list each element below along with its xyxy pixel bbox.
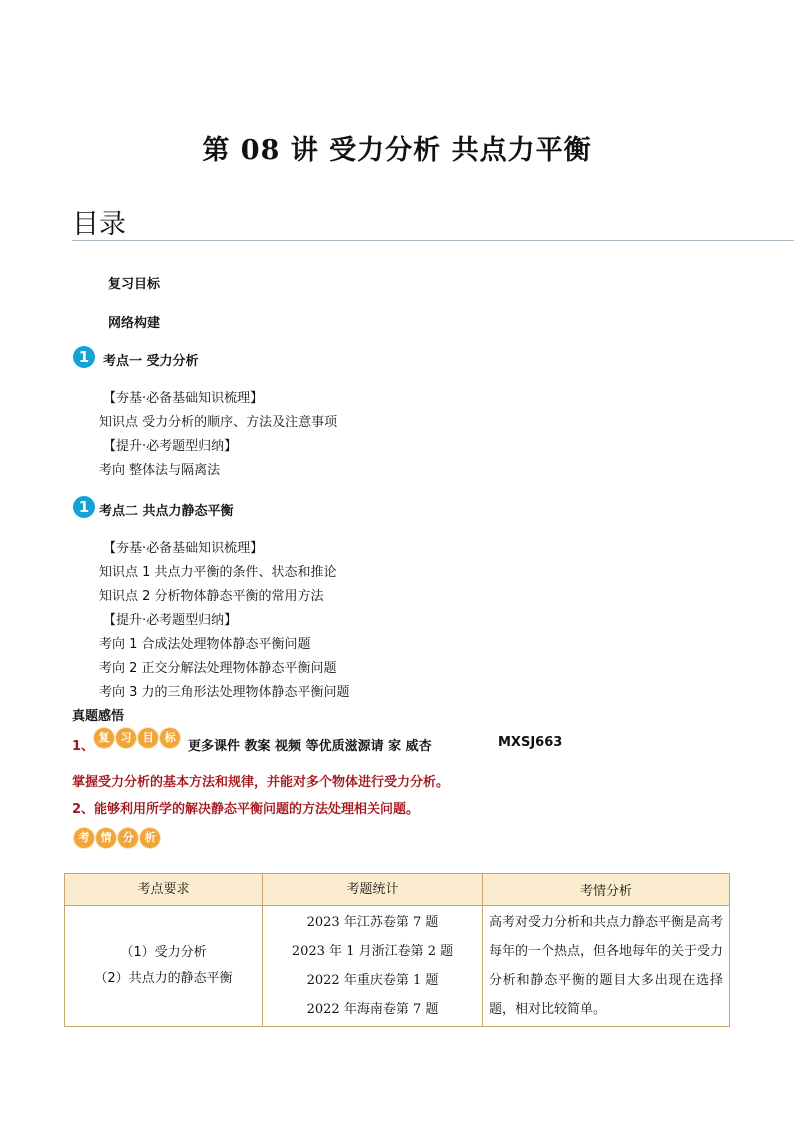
toc-item-review-goal[interactable]: 复习目标 bbox=[108, 277, 161, 292]
exam-analysis-badge bbox=[74, 826, 157, 848]
toc-item-point1-direction[interactable]: 考向 整体法与隔离法 bbox=[99, 463, 221, 478]
number-one-icon: 1 bbox=[73, 346, 95, 368]
review-goal-2: 2、能够利用所学的解决静态平衡问题的方法处理相关问题。 bbox=[72, 802, 420, 817]
table-row bbox=[65, 906, 730, 1027]
table-header-requirements: 考点要求 bbox=[65, 874, 263, 906]
table-header-analysis: 考情分析 bbox=[483, 874, 730, 906]
watermark-code: MXSJ663 bbox=[498, 735, 563, 750]
toc-item-point2-knowledge2[interactable]: 知识点 2 分析物体静态平衡的常用方法 bbox=[99, 589, 324, 604]
toc-item-point2[interactable]: 考点二 共点力静态平衡 bbox=[99, 504, 234, 519]
exam-analysis-table bbox=[64, 873, 730, 1027]
toc-divider bbox=[72, 240, 794, 241]
toc-heading: 目录 bbox=[72, 209, 126, 240]
requirement-item: （2）共点力的静态平衡 bbox=[94, 971, 233, 986]
badge-char: 习 bbox=[116, 728, 136, 748]
toc-item-point2-knowledge1[interactable]: 知识点 1 共点力平衡的条件、状态和推论 bbox=[99, 565, 337, 580]
toc-item-point1-basics[interactable]: 【夯基·必备基础知识梳理】 bbox=[103, 391, 264, 406]
stat-item: 2022 年重庆卷第 1 题 bbox=[306, 973, 439, 988]
toc-item-network[interactable]: 网络构建 bbox=[108, 316, 161, 331]
badge-char: 标 bbox=[160, 728, 180, 748]
toc-item-point2-direction1[interactable]: 考向 1 合成法处理物体静态平衡问题 bbox=[99, 637, 311, 652]
stat-item: 2022 年海南卷第 7 题 bbox=[306, 1002, 439, 1017]
toc-item-real-exam[interactable]: 真题感悟 bbox=[72, 709, 125, 724]
badge-char: 复 bbox=[94, 728, 114, 748]
stat-item: 2023 年 1 月浙江卷第 2 题 bbox=[291, 944, 454, 959]
toc-item-point2-improve[interactable]: 【提升·必考题型归纳】 bbox=[103, 613, 238, 628]
badge-char: 情 bbox=[96, 828, 116, 848]
review-goal-1: 掌握受力分析的基本方法和规律，并能对多个物体进行受力分析。 bbox=[72, 775, 450, 790]
toc-item-point2-direction2[interactable]: 考向 2 正交分解法处理物体静态平衡问题 bbox=[99, 661, 337, 676]
toc-item-point2-basics[interactable]: 【夯基·必备基础知识梳理】 bbox=[103, 541, 264, 556]
badge-char: 目 bbox=[138, 728, 158, 748]
watermark-text: 更多课件 教案 视频 等优质滋源请 家 威杏 bbox=[188, 739, 432, 754]
requirements-cell bbox=[65, 906, 263, 1027]
badge-char: 析 bbox=[140, 828, 160, 848]
toc-item-point1-improve[interactable]: 【提升·必考题型归纳】 bbox=[103, 439, 238, 454]
toc-item-point2-direction3[interactable]: 考向 3 力的三角形法处理物体静态平衡问题 bbox=[99, 685, 350, 700]
review-goal-badge bbox=[94, 726, 177, 748]
goal-number: 1、 bbox=[72, 739, 95, 754]
page-title: 第 08 讲 受力分析 共点力平衡 bbox=[202, 135, 592, 166]
toc-item-point1-knowledge[interactable]: 知识点 受力分析的顺序、方法及注意事项 bbox=[99, 415, 338, 430]
requirement-item: （1）受力分析 bbox=[120, 945, 207, 960]
table-header-stats: 考题统计 bbox=[263, 874, 483, 906]
badge-char: 考 bbox=[74, 828, 94, 848]
number-one-icon: 1 bbox=[73, 496, 95, 518]
badge-char: 分 bbox=[118, 828, 138, 848]
toc-item-point1[interactable]: 考点一 受力分析 bbox=[103, 354, 199, 369]
stat-item: 2023 年江苏卷第 7 题 bbox=[306, 915, 439, 930]
table-header-row bbox=[65, 874, 730, 906]
analysis-cell: 高考对受力分析和共点力静态平衡是高考每年的一个热点，但各地每年的关于受力分析和静态平衡的题目大多出现在选择题，相对比较简单。 bbox=[483, 906, 730, 1027]
stats-cell bbox=[263, 906, 483, 1027]
